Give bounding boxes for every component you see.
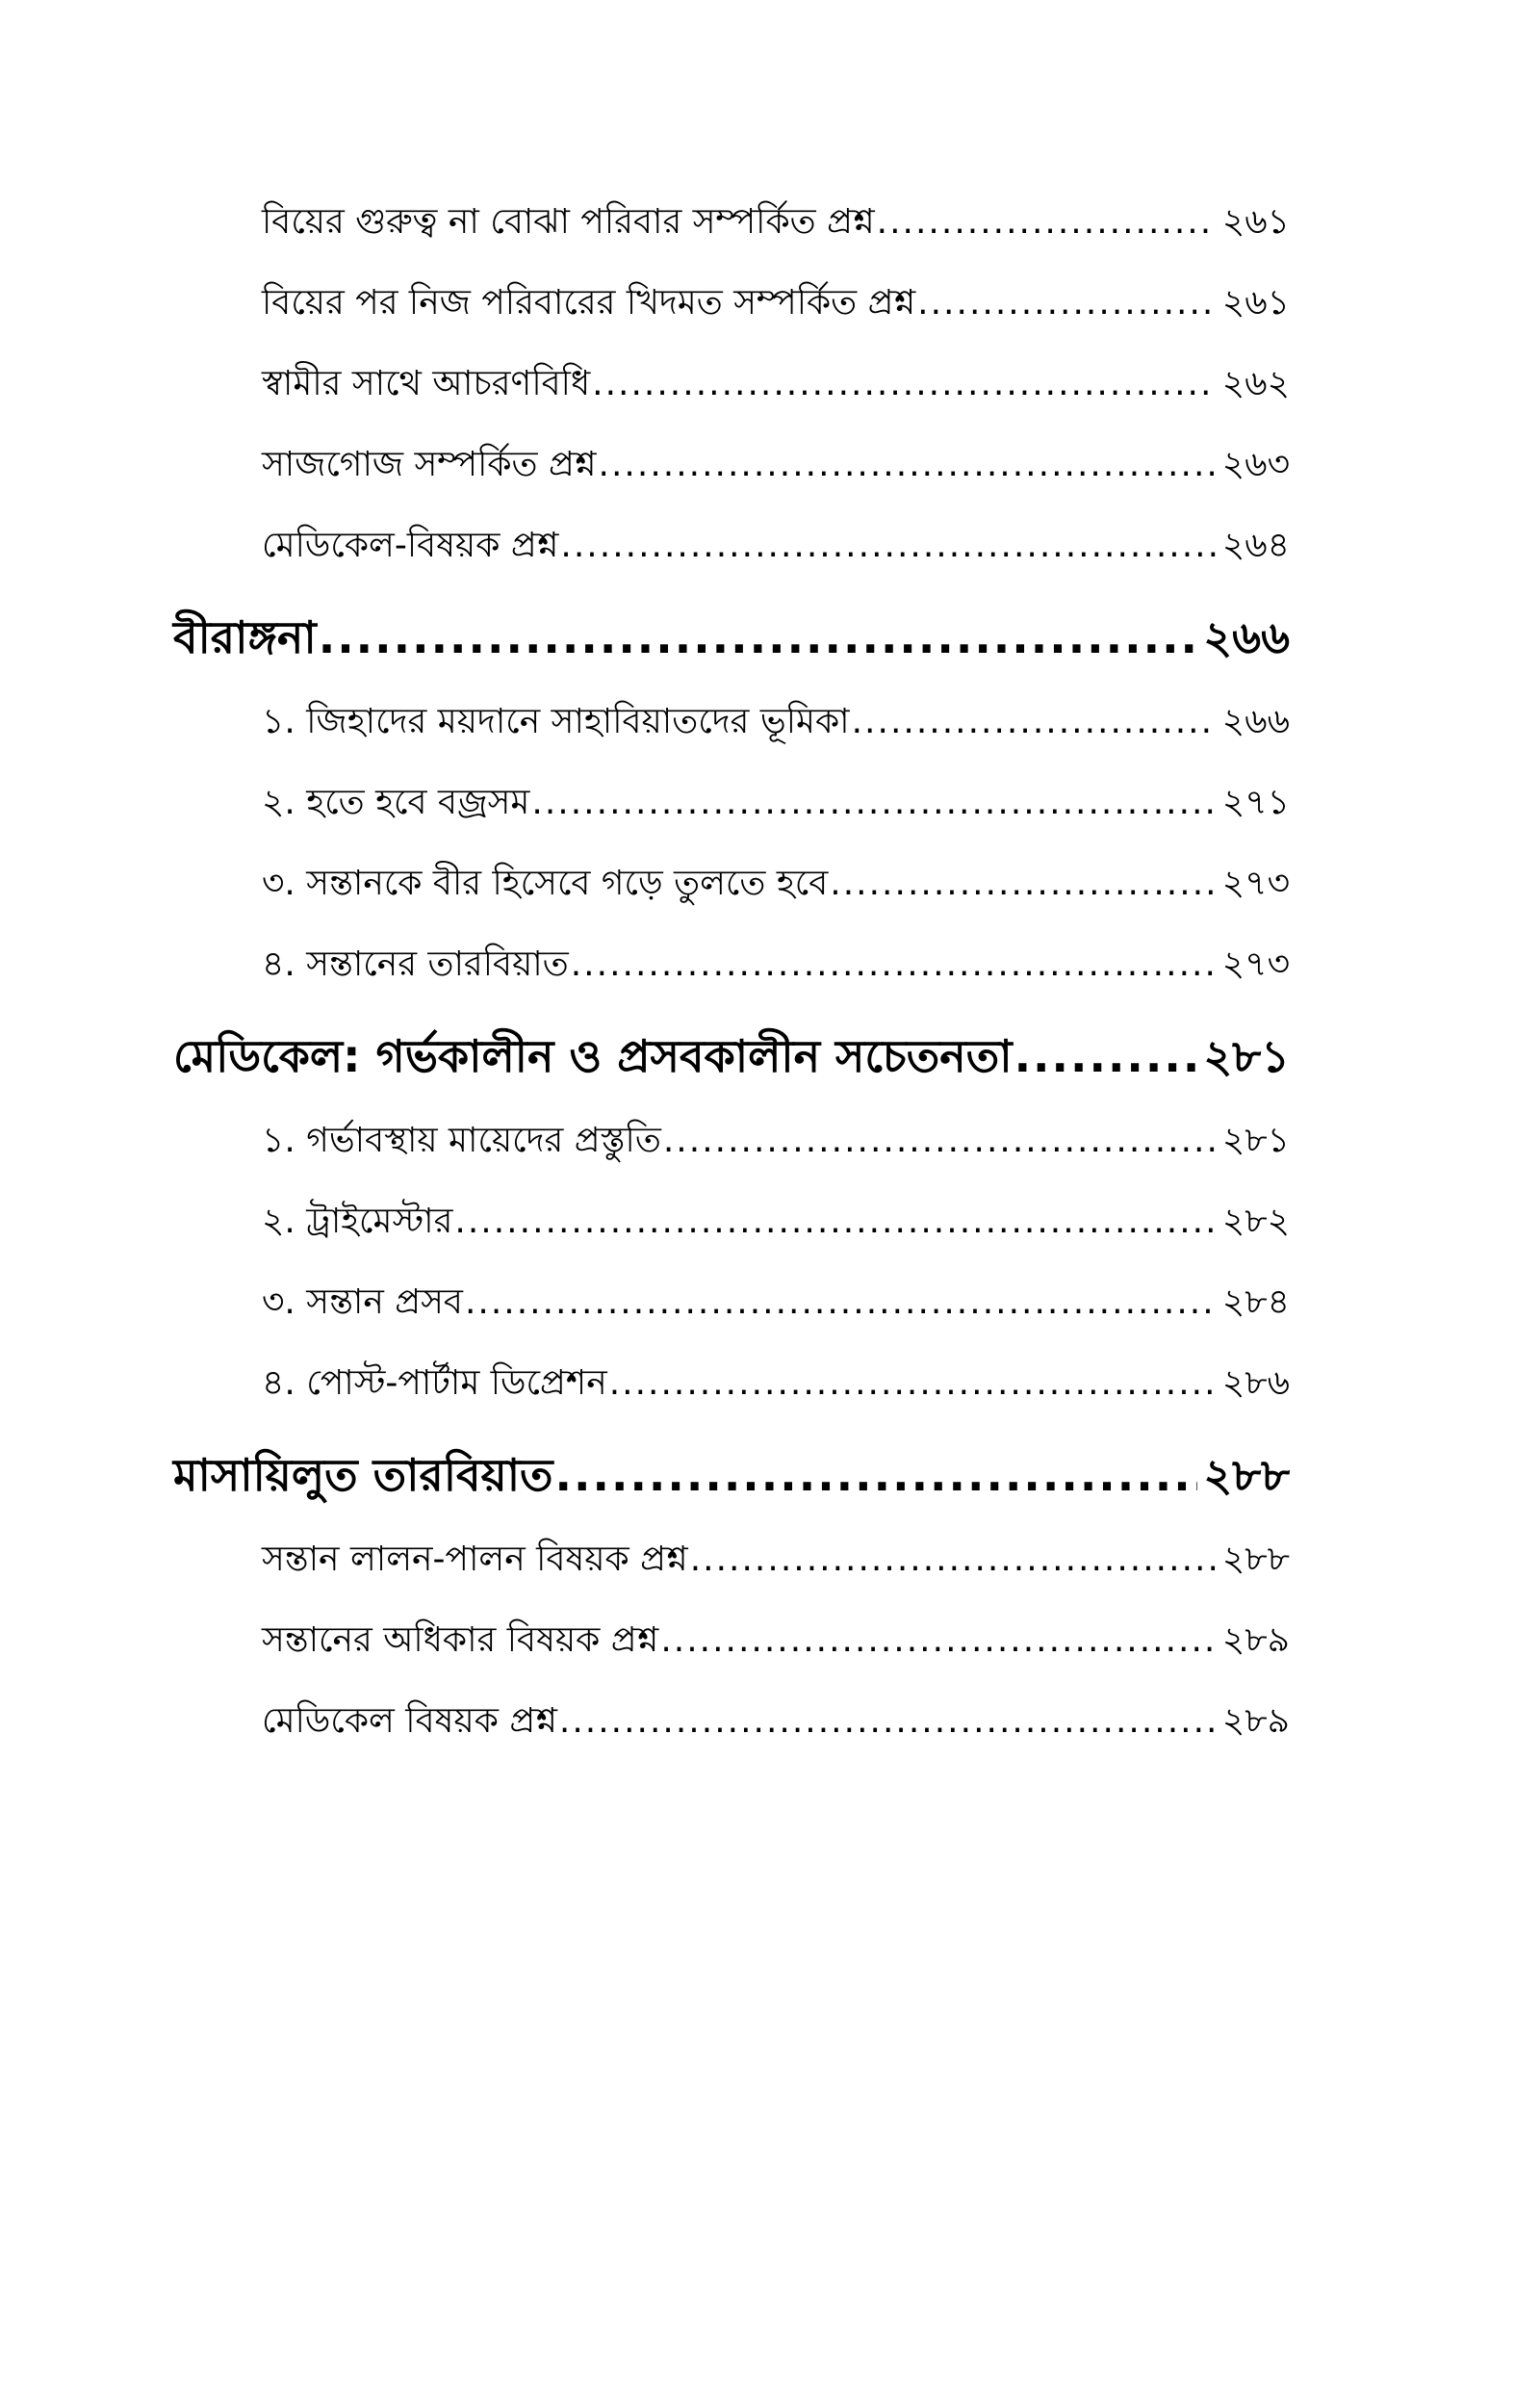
dot-leader [660, 1620, 1217, 1660]
toc-entry [262, 776, 1290, 834]
toc-page-number: ২৬১ [1221, 283, 1290, 323]
dot-leader [559, 1701, 1217, 1741]
toc-entry-title: ৪. পোস্ট-পার্টাম ডিপ্রেশন [262, 1363, 607, 1403]
toc-entry [262, 857, 1290, 915]
toc-entry-title: স্বামীর সাথে আচরণবিধি [262, 364, 591, 403]
toc-entry [262, 1357, 1290, 1414]
toc-entry [262, 1695, 1290, 1752]
dot-leader [555, 1449, 1198, 1501]
dot-leader [319, 611, 1198, 663]
toc-page-number: ২৬৬ [1221, 702, 1290, 741]
toc-page-number: ২৬১ [1221, 202, 1290, 242]
toc-page-number: ২৮৪ [1221, 1282, 1290, 1322]
toc-entry [262, 1195, 1290, 1253]
toc-entry [262, 1533, 1290, 1591]
toc-entry [262, 1276, 1290, 1333]
toc-entry-title: মেডিকেল-বিষয়ক প্রশ্ন [262, 526, 559, 565]
dot-leader [690, 1540, 1217, 1579]
dot-leader [454, 1202, 1216, 1241]
dot-leader [663, 1121, 1217, 1160]
toc-section-heading [173, 1023, 1290, 1097]
toc-page-number: ২৭৩ [1221, 945, 1290, 984]
toc-entry-title: ২. হতে হবে বজ্রসম [262, 783, 530, 822]
toc-entry [262, 357, 1290, 415]
toc-page-number: ২৮৮ [1221, 1540, 1290, 1579]
toc-section-title: বীরাঙ্গনা [173, 611, 317, 663]
toc-entry [262, 938, 1290, 996]
toc-entry [262, 1614, 1290, 1671]
toc-entry-title: সাজগোজ সম্পর্কিত প্রশ্ন [262, 445, 597, 484]
toc-entry-title: ৩. সন্তানকে বীর হিসেবে গড়ে তুলতে হবে [262, 864, 829, 903]
toc-entry [262, 438, 1290, 496]
dot-leader [852, 702, 1217, 741]
toc-entry-title: ১. গর্ভাবস্থায় মায়েদের প্রস্তুতি [262, 1121, 661, 1160]
toc-section-heading [173, 1442, 1290, 1515]
toc-entry-title: মেডিকেল বিষয়ক প্রশ্ন [262, 1701, 557, 1741]
dot-leader [917, 283, 1217, 323]
toc-entry [262, 276, 1290, 334]
toc-entry-title: বিয়ের গুরুত্ব না বোঝা পরিবার সম্পর্কিত প্রশ্ন [262, 202, 875, 242]
toc-entry-title: ৪. সন্তানের তারবিয়াত [262, 945, 569, 984]
toc-page-number: ২৮৬ [1221, 1363, 1290, 1403]
toc-page-number: ২৮৯ [1221, 1701, 1290, 1741]
toc-entry-title: সন্তানের অধিকার বিষয়ক প্রশ্ন [262, 1620, 659, 1660]
toc-entry-title: বিয়ের পর নিজ পরিবারের খিদমত সম্পর্কিত প্রশ্ন [262, 283, 916, 323]
toc-entry [262, 1114, 1290, 1172]
dot-leader [1014, 1030, 1198, 1082]
toc-page-number: ২৭৩ [1221, 864, 1290, 903]
toc-page-number: ২৬২ [1221, 364, 1290, 403]
toc-entry-title: সন্তান লালন-পালন বিষয়ক প্রশ্ন [262, 1540, 688, 1579]
toc-page-number: ২৮১ [1221, 1121, 1290, 1160]
toc-page-number: ২৭১ [1221, 783, 1290, 822]
toc-entry [262, 519, 1290, 577]
toc-section-title: মেডিকেল: গর্ভকালীন ও প্রসবকালীন সচেতনতা [173, 1030, 1013, 1082]
toc-section-heading [173, 605, 1290, 678]
toc-entry-title: ৩. সন্তান প্রসব [262, 1282, 463, 1322]
dot-leader [877, 202, 1217, 242]
toc-page-number: ২৮২ [1221, 1202, 1290, 1241]
dot-leader [592, 364, 1217, 403]
dot-leader [571, 945, 1217, 984]
dot-leader [830, 864, 1216, 903]
toc-entry [262, 195, 1290, 253]
dot-leader [531, 783, 1216, 822]
dot-leader [560, 526, 1216, 565]
dot-leader [465, 1282, 1217, 1322]
toc-page-number: ২৬৬ [1203, 611, 1290, 663]
toc-entry [262, 695, 1290, 753]
toc-page-number: ২৮৯ [1221, 1620, 1290, 1660]
toc-entry-title: ১. জিহাদের ময়দানে সাহাবিয়াতদের ভূমিকা [262, 702, 850, 741]
dot-leader [599, 445, 1217, 484]
toc-page-number: ২৮১ [1203, 1030, 1290, 1082]
toc-entry-title: ২. ট্রাইমেস্টার [262, 1202, 453, 1241]
dot-leader [609, 1363, 1217, 1403]
toc-page-number: ২৮৮ [1203, 1449, 1290, 1501]
toc-page-number: ২৬৩ [1221, 445, 1290, 484]
toc-page-number: ২৬৪ [1221, 526, 1290, 565]
toc-section-title: মাসায়িলুত তারবিয়াত [173, 1449, 553, 1501]
